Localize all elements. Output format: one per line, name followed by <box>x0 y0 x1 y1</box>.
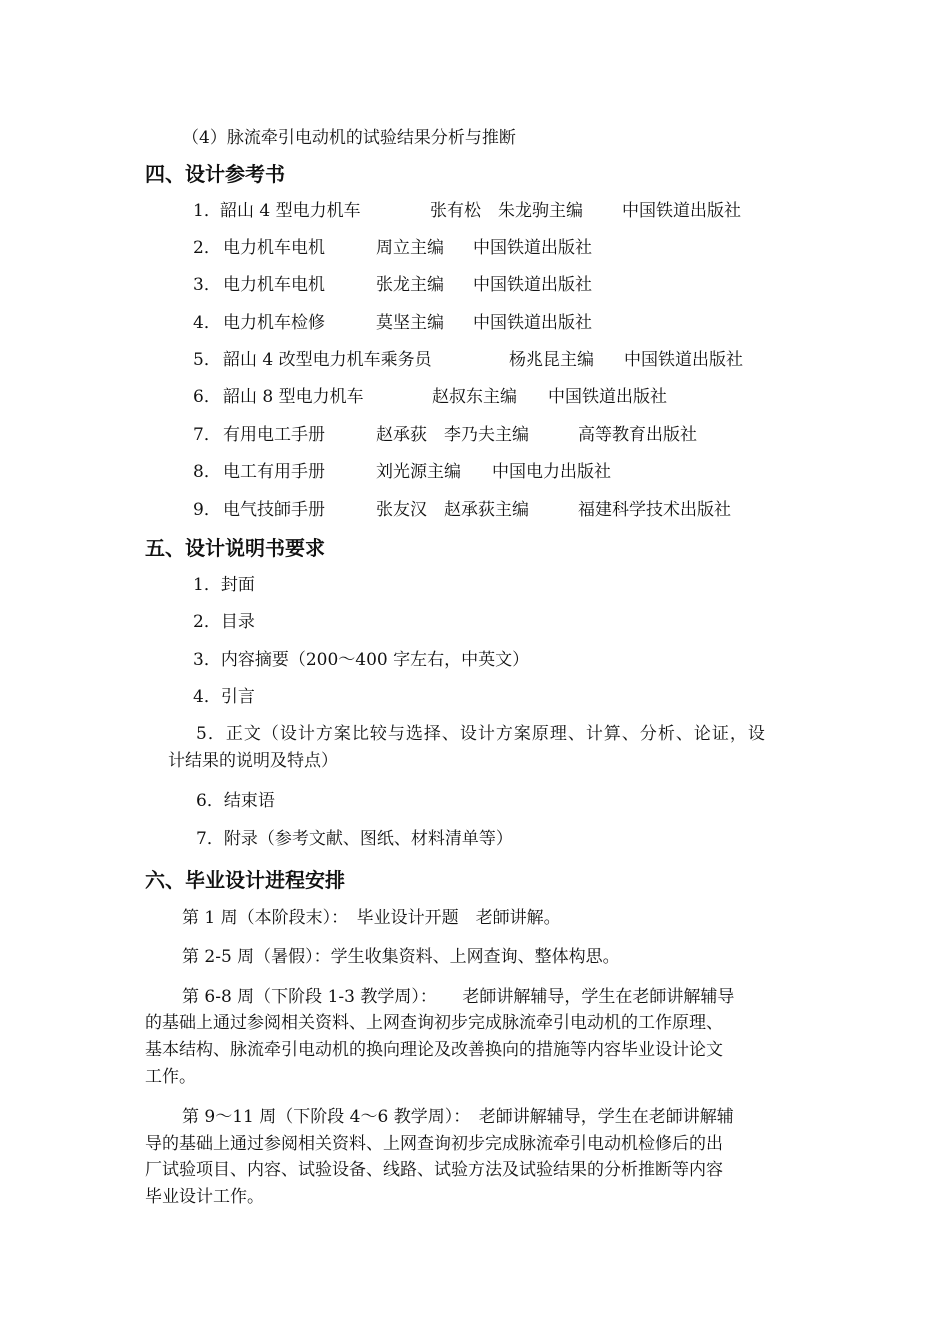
reference-item <box>193 461 611 483</box>
reference-title: 电力机车检修 <box>223 313 325 333</box>
list-item: 4．引言 <box>193 687 255 707</box>
section-5-heading: 五、设计说明书要求 <box>145 536 325 560</box>
reference-number: 8． <box>193 462 221 482</box>
schedule-paragraph: 第 1 周（本阶段末）： 毕业设计开题 老師讲解。 <box>182 908 561 928</box>
reference-title: 有用电工手册 <box>223 425 325 445</box>
reference-publisher: 中国铁道出版社 <box>548 387 667 407</box>
schedule-paragraph-line: 厂试验项目、内容、试验设备、线路、试验方法及试验结果的分析推断等内容 <box>145 1160 723 1180</box>
list-item: 5．正文（设计方案比较与选择、设计方案原理、计算、分析、论证，设 <box>196 724 766 744</box>
reference-item <box>193 312 592 334</box>
reference-authors: 莫坚主编 <box>376 313 444 333</box>
reference-authors: 刘光源主编 <box>376 462 461 482</box>
list-item-continuation: 计结果的说明及特点） <box>168 751 338 771</box>
schedule-paragraph-line: 基本结构、脉流牵引电动机的换向理论及改善换向的措施等内容毕业设计论文 <box>145 1040 723 1060</box>
reference-item <box>193 200 741 222</box>
list-item: 7．附录（参考文献、图纸、材料清单等） <box>196 829 513 849</box>
reference-number: 1． <box>193 201 221 221</box>
list-item: 3．内容摘要（200～400 字左右，中英文） <box>193 650 530 670</box>
reference-title: 电力机车电机 <box>223 275 325 295</box>
reference-number: 7． <box>193 425 221 445</box>
reference-item <box>193 386 667 408</box>
reference-title: 韶山 8 型电力机车 <box>223 387 364 407</box>
reference-number: 3． <box>193 275 221 295</box>
reference-number: 9． <box>193 500 221 520</box>
section-4-heading: 四、设计参考书 <box>145 162 285 186</box>
reference-authors: 张有松 朱龙驹主编 <box>430 201 583 221</box>
reference-item <box>193 349 743 371</box>
reference-publisher: 中国铁道出版社 <box>624 350 743 370</box>
section-6-heading: 六、毕业设计进程安排 <box>145 868 345 892</box>
reference-authors: 杨兆昆主编 <box>509 350 594 370</box>
reference-authors: 张龙主编 <box>376 275 444 295</box>
reference-number: 2． <box>193 238 221 258</box>
reference-item <box>193 499 731 521</box>
reference-authors: 赵承荻 李乃夫主编 <box>376 425 529 445</box>
schedule-paragraph-line: 第 9～11 周（下阶段 4～6 教学周）： 老師讲解辅导，学生在老師讲解辅 <box>182 1107 734 1127</box>
reference-authors: 张友汉 赵承荻主编 <box>376 500 529 520</box>
reference-authors: 周立主编 <box>376 238 444 258</box>
reference-number: 4． <box>193 313 221 333</box>
reference-item <box>193 274 592 296</box>
reference-title: 电工有用手册 <box>223 462 325 482</box>
reference-number: 5． <box>193 350 221 370</box>
reference-publisher: 中国铁道出版社 <box>473 313 592 333</box>
list-item: 6．结束语 <box>196 791 275 811</box>
reference-title: 电气技師手册 <box>223 500 325 520</box>
schedule-paragraph-line: 工作。 <box>145 1067 196 1087</box>
reference-item <box>193 424 697 446</box>
schedule-paragraph-line: 的基础上通过参阅相关资料、上网查询初步完成脉流牵引电动机的工作原理、 <box>145 1013 723 1033</box>
list-item: 1．封面 <box>193 575 255 595</box>
reference-publisher: 中国铁道出版社 <box>473 238 592 258</box>
reference-authors: 赵叔东主编 <box>432 387 517 407</box>
reference-title: 韶山 4 型电力机车 <box>220 201 361 221</box>
schedule-paragraph-line: 第 6-8 周（下阶段 1-3 教学周）： 老師讲解辅导，学生在老師讲解辅导 <box>182 987 735 1007</box>
reference-publisher: 高等教育出版社 <box>578 425 697 445</box>
reference-publisher: 福建科学技术出版社 <box>578 500 731 520</box>
reference-publisher: 中国铁道出版社 <box>473 275 592 295</box>
reference-title: 韶山 4 改型电力机车乘务员 <box>223 350 432 370</box>
intro-item: （4）脉流牵引电动机的试验结果分析与推断 <box>182 128 516 148</box>
reference-publisher: 中国电力出版社 <box>492 462 611 482</box>
list-item: 2．目录 <box>193 612 255 632</box>
reference-number: 6． <box>193 387 221 407</box>
schedule-paragraph-line: 导的基础上通过参阅相关资料、上网查询初步完成脉流牵引电动机检修后的出 <box>145 1134 723 1154</box>
schedule-paragraph-line: 毕业设计工作。 <box>145 1187 264 1207</box>
reference-item <box>193 237 592 259</box>
reference-title: 电力机车电机 <box>223 238 325 258</box>
schedule-paragraph: 第 2-5 周（暑假）：学生收集资料、上网查询、整体构思。 <box>182 947 620 967</box>
reference-publisher: 中国铁道出版社 <box>622 201 741 221</box>
